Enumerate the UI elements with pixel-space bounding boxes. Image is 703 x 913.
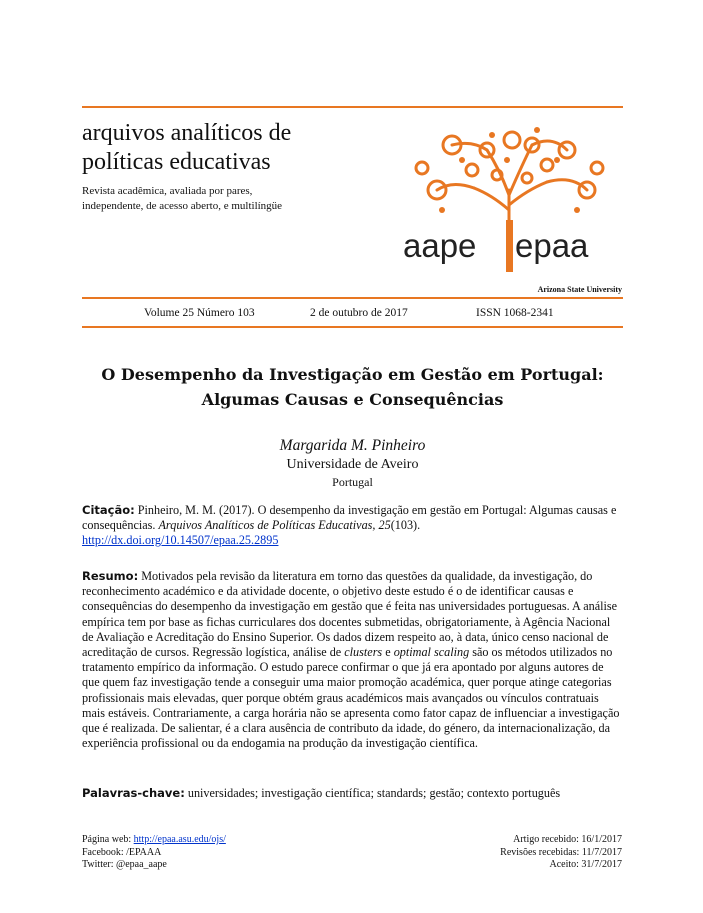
- citation-text: Pinheiro, M. M. (2017). O desempenho da investigação em gestão em Portugal: Algumas causas e consequências.: [82, 503, 617, 533]
- header-top-rule: [82, 106, 623, 108]
- citation-block: [82, 503, 624, 549]
- logo-epaa-text: epaa: [515, 227, 589, 264]
- keywords-text: universidades; investigação científica; standards; gestão; contexto português: [184, 786, 561, 800]
- journal-tagline-line1: Revista acadêmica, avaliada por pares,: [82, 185, 253, 197]
- footer-web-label: Página web:: [82, 834, 134, 845]
- abstract-text-part1: Motivados pela revisão da literatura em torno das questões da qualidade, da investigação, do reconhecimento académico e da atividade docente, o objetivo deste estudo é o de identificar causas e consequências do desempenho da investigação em gestão que é feita nas universidades portuguesas. A análise empírica tem por base as fichas curriculares dos docentes submetidas, obrigatoriamente, à Agência Nacional de Avaliação e Acreditação do Ensino Superior. Os dados dizem respeito ao, à data, único censo nacional de acreditação de cursos. Regressão logística, análise de: [82, 569, 618, 660]
- issue-volume: Volume 25 Número 103: [144, 307, 255, 319]
- issue-bottom-rule: [82, 326, 623, 328]
- footer-twitter: Twitter: @epaa_aape: [82, 859, 167, 870]
- author-affiliation: Universidade de Aveiro: [286, 457, 419, 472]
- footer-revised: Revisões recebidas: 11/7/2017: [500, 846, 622, 858]
- abstract-label: Resumo:: [82, 569, 139, 583]
- citation-issue: (103).: [390, 518, 421, 533]
- citation-label: Citação:: [82, 503, 135, 517]
- article-title: [82, 362, 623, 412]
- issue-issn: ISSN 1068-2341: [476, 307, 554, 319]
- footer-right: [500, 834, 622, 872]
- footer-received: Artigo recebido: 16/1/2017: [513, 834, 622, 845]
- article-title-line1: O Desempenho da Investigação em Gestão em Portugal:: [101, 365, 604, 384]
- article-title-line2: Algumas Causas e Consequências: [201, 390, 504, 409]
- citation-journal: Arquivos Analíticos de Políticas Educativas, 25: [158, 518, 391, 533]
- abstract-block: [82, 569, 624, 751]
- abstract-text-mid: e: [382, 645, 394, 660]
- abstract-text-part2: são os métodos utilizados no tratamento empírico da informação. O estudo parece confirmar o que já era apontado por alguns autores de que quem faz investigação tende a conseguir uma maior promoção académica, quer porque atinge categorias profissionais mais elevadas, quer porque obtém graus académicos mais avançados ou vínculos contratuais mais estáveis. Contrariamente, a carga horária não se apresenta como fator capaz de influenciar a investigação que é realizada. De salientar, é a clara ausência de contributo da idade, do género, da internacionalização, da experiência profissional ou da endogamia na produção da investigação científica.: [82, 645, 620, 751]
- keywords-label: Palavras-chave:: [82, 786, 185, 800]
- journal-tagline: [82, 184, 382, 214]
- author-name: Margarida M. Pinheiro: [279, 437, 426, 454]
- journal-title-line2: políticas educativas: [82, 149, 271, 175]
- citation-doi-link[interactable]: http://dx.doi.org/10.14507/epaa.25.2895: [82, 533, 279, 548]
- abstract-italic-clusters: clusters: [344, 645, 383, 660]
- publisher-name: Arizona State University: [537, 285, 622, 294]
- author-country: Portugal: [332, 475, 373, 489]
- footer-left: [82, 834, 226, 872]
- footer-facebook: Facebook: /EPAAA: [82, 846, 162, 858]
- issue-date: 2 de outubro de 2017: [310, 307, 408, 319]
- logo-aape-text: aape: [403, 227, 477, 264]
- footer-accepted: Aceito: 31/7/2017: [549, 859, 622, 870]
- abstract-italic-scaling: optimal scaling: [393, 645, 470, 660]
- footer-web-link[interactable]: http://epaa.asu.edu/ojs/: [133, 834, 226, 845]
- footer-web: [82, 834, 226, 847]
- journal-title-line1: arquivos analíticos de: [82, 120, 292, 146]
- issue-top-rule: [82, 297, 623, 299]
- journal-tagline-line2: independente, de acesso aberto, e multilíngüe: [82, 200, 283, 212]
- journal-title: [82, 119, 382, 177]
- keywords-block: [82, 786, 624, 801]
